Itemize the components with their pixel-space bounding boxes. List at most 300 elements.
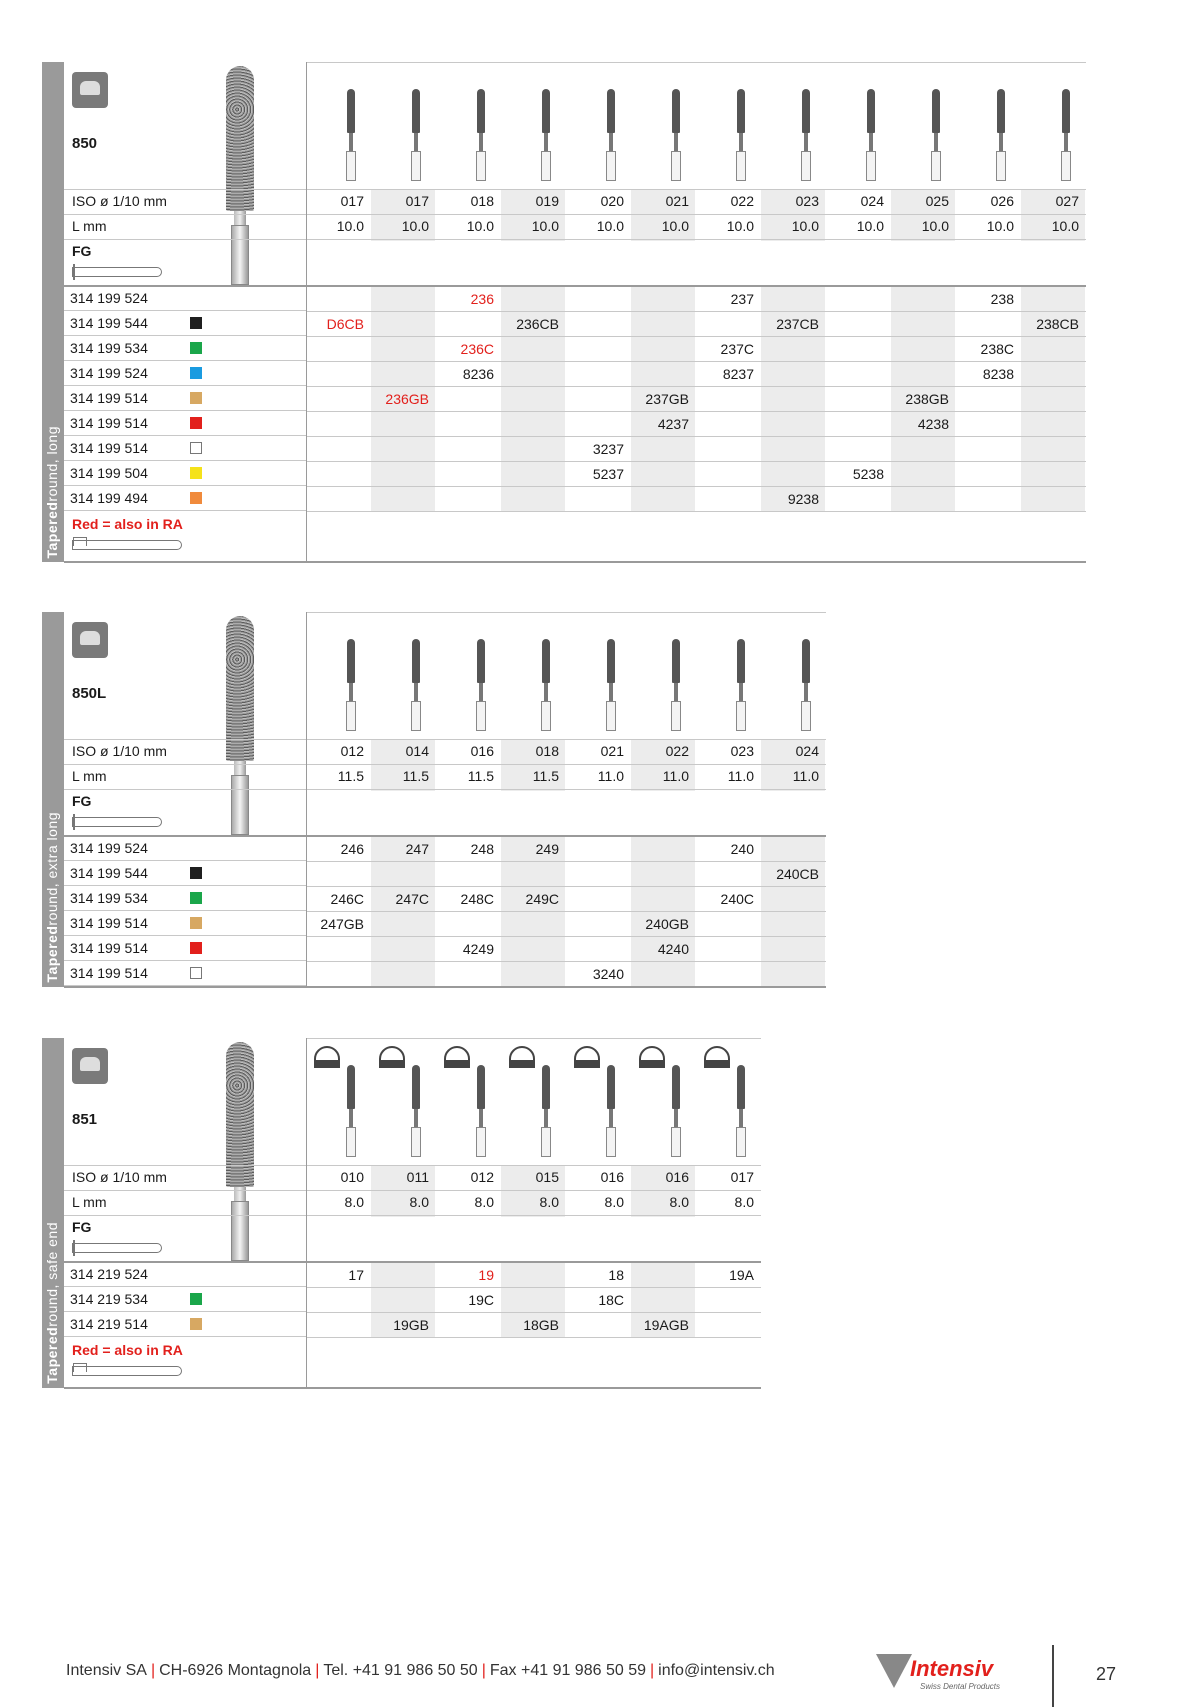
article-code: 314 199 494 (70, 490, 148, 506)
article-cell[interactable]: 247 (405, 841, 429, 857)
article-cell[interactable]: 3237 (592, 441, 624, 457)
tip-profile-icon (574, 1046, 600, 1068)
row-divider (306, 386, 1086, 387)
length-value: 10.0 (466, 218, 494, 234)
instrument-tip (802, 639, 810, 683)
grid-divider (306, 239, 1086, 240)
instrument-shank (606, 1127, 616, 1157)
iso-size: 011 (406, 1169, 429, 1185)
article-cell (1021, 462, 1085, 486)
instrument-shank (736, 1127, 746, 1157)
article-row-label (64, 337, 306, 361)
article-cell[interactable]: 19A (729, 1267, 754, 1283)
article-cell (566, 387, 630, 411)
grit-color-swatch (190, 1318, 202, 1330)
article-cell (631, 887, 695, 911)
row-divider (306, 511, 1086, 512)
article-row-label (64, 387, 306, 411)
instrument-neck (414, 133, 418, 151)
article-cell (761, 912, 825, 936)
length-value: 11.0 (727, 768, 754, 784)
grit-color-swatch (190, 467, 202, 479)
instrument-neck (479, 1109, 483, 1127)
article-cell (631, 362, 695, 386)
article-cell (436, 412, 500, 436)
fg-label: FG (72, 243, 92, 259)
article-cell[interactable]: 240 (730, 841, 754, 857)
model-number: 850L (72, 685, 107, 702)
tip-profile-icon (314, 1046, 340, 1068)
article-cell (306, 437, 370, 461)
instrument-tip (737, 89, 745, 133)
instrument-shank (736, 151, 746, 181)
section-side-title (44, 812, 60, 983)
iso-size: 021 (600, 743, 624, 759)
info-divider (64, 214, 306, 215)
logo-word: Intensiv (910, 1656, 994, 1681)
article-cell[interactable]: 8237 (722, 366, 754, 382)
section-info-column (64, 1038, 306, 1261)
instrument-tip (347, 89, 355, 133)
article-cell (501, 462, 565, 486)
article-cell (826, 387, 890, 411)
fg-row-gap (761, 241, 825, 286)
fg-shank-icon (72, 267, 162, 277)
article-cell (371, 937, 435, 961)
article-cell (631, 337, 695, 361)
grid-divider (306, 1190, 761, 1191)
article-cell (631, 437, 695, 461)
article-cell (631, 1288, 695, 1312)
grit-color-swatch (190, 417, 202, 429)
row-divider (306, 486, 1086, 487)
instrument-shank (346, 701, 356, 731)
article-cell (306, 387, 370, 411)
article-cell[interactable]: 240CB (776, 866, 819, 882)
article-cell[interactable]: 9238 (787, 491, 819, 507)
article-cell[interactable]: 236CB (516, 316, 559, 332)
article-cell[interactable]: 238 (990, 291, 1014, 307)
length-value: 11.5 (532, 768, 559, 784)
article-code: 314 199 534 (70, 340, 148, 356)
fg-row-gap (631, 1217, 695, 1262)
article-row-label (64, 412, 306, 436)
iso-size: 017 (730, 1169, 754, 1185)
section-side-title (44, 1222, 60, 1384)
section-bottom-line (64, 986, 826, 988)
grid-top-line (306, 62, 1086, 63)
article-row-label (64, 287, 306, 311)
bur-shank (231, 225, 249, 285)
instrument-tip (1062, 89, 1070, 133)
footer-contact: Intensiv SA | CH-6926 Montagnola | Tel. +41 91 986 50 50 | Fax +41 91 986 50 59 | info@intensiv.ch (66, 1662, 775, 1679)
article-code: 314 199 524 (70, 365, 148, 381)
article-cell[interactable]: 237GB (645, 391, 689, 407)
iso-size: 018 (535, 743, 559, 759)
row-divider (306, 436, 1086, 437)
length-value: 10.0 (336, 218, 364, 234)
article-row-label (64, 912, 306, 936)
fg-label: FG (72, 793, 92, 809)
article-cell (306, 412, 370, 436)
side-title-rest: round, long (44, 425, 60, 502)
article-cell[interactable]: 19C (468, 1292, 494, 1308)
section-info-column (64, 62, 306, 285)
instrument-shank (541, 701, 551, 731)
article-cell[interactable]: 237 (730, 291, 754, 307)
article-cell (891, 487, 955, 511)
article-cell[interactable]: 247C (395, 891, 429, 907)
fg-shank-icon (72, 817, 162, 827)
article-cell (306, 362, 370, 386)
article-cell (631, 487, 695, 511)
instrument-tip (542, 639, 550, 683)
article-cell[interactable]: 248 (470, 841, 494, 857)
instrument-neck (349, 133, 353, 151)
article-cell[interactable]: 4240 (657, 941, 689, 957)
iso-label: ISO ø 1/10 mm (72, 1169, 167, 1185)
ra-note: Red = also in RA (72, 1342, 183, 1358)
length-value: 10.0 (986, 218, 1014, 234)
article-cell[interactable]: 236GB (385, 391, 429, 407)
article-cell[interactable]: 18 (608, 1267, 624, 1283)
row-divider (306, 411, 1086, 412)
instrument-shank (476, 151, 486, 181)
article-code: 314 199 514 (70, 415, 148, 431)
article-code: 314 199 514 (70, 965, 148, 981)
grit-color-swatch (190, 317, 202, 329)
article-cell[interactable]: 240GB (645, 916, 689, 932)
iso-size: 024 (795, 743, 819, 759)
article-cell[interactable]: 19AGB (643, 1317, 689, 1333)
article-cell (371, 437, 435, 461)
instrument-tip (542, 1065, 550, 1109)
length-value: 11.5 (402, 768, 429, 784)
instrument-neck (1064, 133, 1068, 151)
article-cell[interactable]: 236 (470, 291, 494, 307)
article-cell (501, 937, 565, 961)
article-cell (371, 462, 435, 486)
model-number: 851 (72, 1111, 98, 1128)
article-row-label (64, 362, 306, 386)
article-cell (956, 487, 1020, 511)
fg-row-gap (631, 241, 695, 286)
article-cell (631, 312, 695, 336)
article-cell[interactable]: 237CB (776, 316, 819, 332)
article-cell[interactable]: 246 (340, 841, 364, 857)
info-divider (64, 1190, 306, 1191)
article-cell (891, 462, 955, 486)
article-row-label (64, 1313, 306, 1337)
iso-size: 025 (925, 193, 949, 209)
article-cell[interactable]: 248C (460, 891, 494, 907)
article-row-label (64, 887, 306, 911)
instrument-tip (347, 639, 355, 683)
instrument-shank (1061, 151, 1071, 181)
article-cell (566, 837, 630, 861)
article-code: 314 199 514 (70, 915, 148, 931)
tip-profile-icon (704, 1046, 730, 1068)
article-row-label (64, 462, 306, 486)
instrument-tip (347, 1065, 355, 1109)
article-cell[interactable]: 246C (330, 891, 364, 907)
article-cell (371, 287, 435, 311)
article-cell[interactable]: 249C (525, 891, 559, 907)
article-cell (371, 962, 435, 986)
grid-divider (306, 189, 1086, 190)
article-cell (826, 287, 890, 311)
grid-divider (306, 1165, 761, 1166)
article-cell[interactable]: 18GB (523, 1317, 559, 1333)
instrument-neck (739, 683, 743, 701)
bur-shank (231, 775, 249, 835)
iso-size: 022 (730, 193, 754, 209)
length-value: 11.5 (467, 768, 494, 784)
article-cell (826, 487, 890, 511)
article-cell (1021, 287, 1085, 311)
product-section-s851 (42, 1038, 761, 1388)
instrument-tip (412, 1065, 420, 1109)
grit-color-swatch (190, 442, 202, 454)
article-cell (891, 362, 955, 386)
fg-row-gap (1021, 241, 1085, 286)
article-cell[interactable]: 247GB (320, 916, 364, 932)
length-value: 8.0 (734, 1194, 754, 1210)
article-cell[interactable]: 3240 (592, 966, 624, 982)
article-cell (306, 937, 370, 961)
iso-size: 010 (340, 1169, 364, 1185)
instrument-neck (609, 133, 613, 151)
info-divider (64, 189, 306, 190)
article-code: 314 199 504 (70, 465, 148, 481)
article-cell (566, 412, 630, 436)
article-cell (566, 362, 630, 386)
info-grid-divider (306, 612, 307, 987)
instrument-tip (802, 89, 810, 133)
article-cell (566, 337, 630, 361)
article-cell[interactable]: 238GB (905, 391, 949, 407)
instrument-shank (996, 151, 1006, 181)
info-divider (64, 1165, 306, 1166)
article-cell[interactable]: 8238 (982, 366, 1014, 382)
footer-email[interactable]: info@intensiv.ch (658, 1662, 775, 1679)
instrument-shank (606, 701, 616, 731)
page-divider (1052, 1645, 1054, 1707)
instrument-shank (931, 151, 941, 181)
instrument-neck (674, 1109, 678, 1127)
article-code: 314 199 544 (70, 315, 148, 331)
article-cell (696, 912, 760, 936)
iso-size: 019 (535, 193, 559, 209)
section-bottom-line (64, 1387, 761, 1389)
article-cell (436, 862, 500, 886)
logo-mark-icon (876, 1654, 912, 1688)
article-cell[interactable]: 17 (348, 1267, 364, 1283)
article-cell (956, 437, 1020, 461)
length-value: 8.0 (669, 1194, 689, 1210)
article-code: 314 219 534 (70, 1291, 148, 1307)
article-cell[interactable]: 238C (980, 341, 1014, 357)
instrument-shank (671, 1127, 681, 1157)
article-cell (696, 962, 760, 986)
tooth-icon (72, 72, 108, 108)
footer-tel: Tel. +41 91 986 50 50 (323, 1662, 478, 1679)
ra-note: Red = also in RA (72, 516, 183, 532)
article-row-label (64, 962, 306, 986)
iso-size: 017 (340, 193, 364, 209)
side-title-rest: round, extra long (44, 812, 60, 927)
instrument-neck (804, 133, 808, 151)
article-cell (306, 287, 370, 311)
section-bottom-line (64, 561, 1086, 563)
article-cell (566, 1313, 630, 1337)
instrument-tip (672, 639, 680, 683)
instrument-neck (349, 1109, 353, 1127)
fg-row-gap (761, 791, 825, 836)
article-cell[interactable]: 4237 (657, 416, 689, 432)
article-cell (1021, 437, 1085, 461)
fg-row-gap (891, 241, 955, 286)
article-cell (306, 487, 370, 511)
instrument-neck (414, 1109, 418, 1127)
info-divider (64, 764, 306, 765)
logo-tagline: Swiss Dental Products (920, 1682, 1001, 1691)
length-value: 11.5 (337, 768, 364, 784)
article-code: 314 199 544 (70, 865, 148, 881)
article-cell (566, 887, 630, 911)
side-title-bold: Tapered (44, 1327, 60, 1384)
article-cell (696, 462, 760, 486)
article-cell[interactable]: D6CB (326, 316, 364, 332)
fg-row-gap (371, 791, 435, 836)
article-cell (826, 437, 890, 461)
row-divider (306, 911, 826, 912)
article-cell (436, 387, 500, 411)
article-cell[interactable]: 238CB (1036, 316, 1079, 332)
article-cell[interactable]: 5238 (852, 466, 884, 482)
article-cell[interactable]: 19GB (393, 1317, 429, 1333)
iso-size: 016 (600, 1169, 624, 1185)
article-cell (696, 312, 760, 336)
article-cell[interactable]: 236C (460, 341, 494, 357)
article-cell (631, 287, 695, 311)
grit-color-swatch (190, 892, 202, 904)
model-number: 850 (72, 135, 98, 152)
length-value: 10.0 (856, 218, 884, 234)
article-cell (501, 387, 565, 411)
info-divider (64, 739, 306, 740)
bur-shank (231, 1201, 249, 1261)
section-side-bar (42, 1038, 64, 1388)
instrument-tip (997, 89, 1005, 133)
article-cell[interactable]: 237C (720, 341, 754, 357)
instrument-tip (477, 639, 485, 683)
article-cell[interactable]: 4238 (917, 416, 949, 432)
instrument-tip (607, 639, 615, 683)
grit-color-swatch (190, 967, 202, 979)
article-cell (761, 962, 825, 986)
article-cell (371, 862, 435, 886)
article-cell[interactable]: 18C (598, 1292, 624, 1308)
article-cell[interactable]: 5237 (592, 466, 624, 482)
article-row-label (64, 837, 306, 861)
article-cell (826, 362, 890, 386)
footer-fax: Fax +41 91 986 50 59 (489, 1662, 646, 1679)
instrument-shank (541, 151, 551, 181)
side-title-bold: Tapered (44, 501, 60, 558)
article-cell (1021, 487, 1085, 511)
article-cell (696, 387, 760, 411)
article-cell (956, 387, 1020, 411)
length-value: 10.0 (596, 218, 624, 234)
tooth-icon (72, 622, 108, 658)
product-grid (306, 62, 1086, 512)
article-cell (501, 412, 565, 436)
iso-size: 015 (535, 1169, 559, 1185)
article-cell (371, 312, 435, 336)
article-cell (761, 387, 825, 411)
fg-row-gap (501, 1217, 565, 1262)
iso-size: 022 (665, 743, 689, 759)
iso-size: 016 (665, 1169, 689, 1185)
section-side-bar (42, 62, 64, 562)
length-value: 8.0 (474, 1194, 494, 1210)
grid-top-line (306, 612, 826, 613)
article-cell (501, 912, 565, 936)
instrument-shank (541, 1127, 551, 1157)
iso-size: 024 (860, 193, 884, 209)
instrument-tip (867, 89, 875, 133)
article-cell (956, 312, 1020, 336)
row-divider (306, 311, 1086, 312)
article-cell (956, 412, 1020, 436)
article-cell (761, 937, 825, 961)
iso-size: 023 (795, 193, 819, 209)
article-cell (631, 1263, 695, 1287)
article-cell (501, 487, 565, 511)
instrument-shank (411, 151, 421, 181)
article-cell (306, 1313, 370, 1337)
article-cell (501, 437, 565, 461)
article-cell (306, 862, 370, 886)
article-cell (371, 412, 435, 436)
article-cell[interactable]: 240C (720, 891, 754, 907)
article-cell[interactable]: 19 (478, 1267, 494, 1283)
article-cell[interactable]: 249 (535, 841, 559, 857)
article-cell[interactable]: 4249 (462, 941, 494, 957)
row-divider (306, 936, 826, 937)
info-divider (64, 239, 306, 240)
grit-color-swatch (190, 1293, 202, 1305)
article-code: 314 199 514 (70, 440, 148, 456)
article-cell (696, 437, 760, 461)
section-info-column (64, 612, 306, 835)
intensiv-logo (876, 1654, 1016, 1694)
article-row-label (64, 1288, 306, 1312)
article-cell (566, 862, 630, 886)
article-code: 314 219 514 (70, 1316, 148, 1332)
article-cell (371, 337, 435, 361)
article-cell (436, 312, 500, 336)
article-code: 314 199 514 (70, 940, 148, 956)
article-cell[interactable]: 8236 (462, 366, 494, 382)
instrument-neck (739, 133, 743, 151)
tip-profile-icon (509, 1046, 535, 1068)
grid-divider (306, 739, 826, 740)
instrument-shank (411, 701, 421, 731)
article-cell (501, 362, 565, 386)
instrument-neck (804, 683, 808, 701)
